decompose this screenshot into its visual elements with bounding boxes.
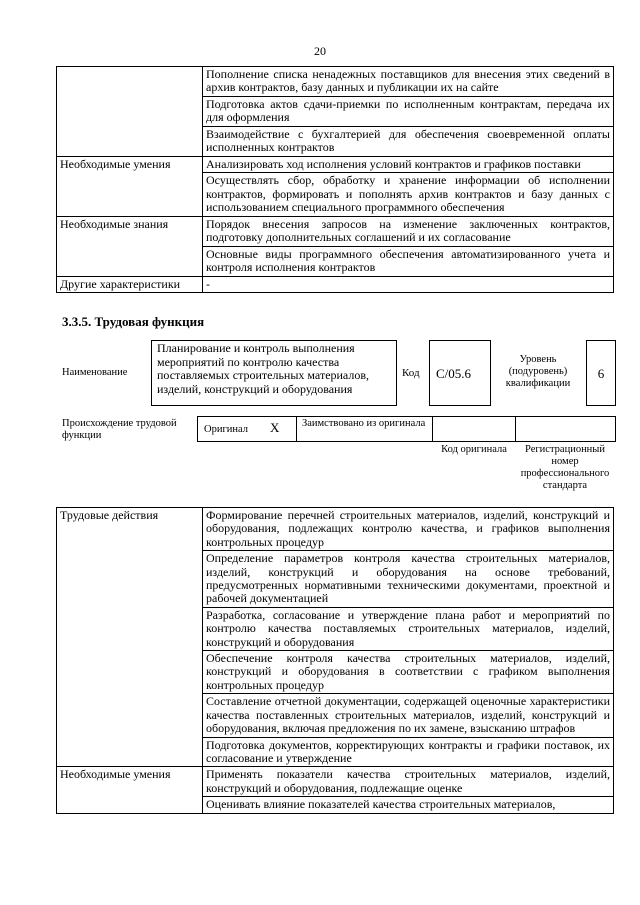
row-label: Другие характеристики [57, 276, 203, 292]
origin-reg-cell [515, 416, 616, 442]
origin-code-cell [432, 416, 516, 442]
code-caption: Код оригинала [441, 444, 507, 455]
table-cell: Пополнение списка ненадежных поставщиков для внесения этих сведений в архив контрактов, базу данных и публикации их на сайте [203, 67, 614, 97]
row-label [57, 67, 203, 157]
table-row [57, 216, 614, 246]
table-row [57, 157, 614, 173]
code-label: Код [402, 367, 420, 379]
section-title: 3.3.5. Трудовая функция [62, 314, 205, 329]
name-label: Наименование [62, 367, 128, 378]
table-cell: Применять показатели качества строительных материалов, изделий, конструкций и оборудования, подлежащие оценке [203, 767, 614, 797]
original-mark: X [270, 420, 280, 435]
table-cell: Формирование перечней строительных материалов, изделий, конструкций и оборудования, подлежащих контролю качества, и графиков выполнения контрольных процедур [203, 508, 614, 551]
origin-original-cell [197, 416, 297, 442]
page-number: 20 [314, 44, 326, 58]
row-label: Необходимые умения [57, 157, 203, 217]
row-label: Трудовые действия [57, 508, 203, 767]
row-label: Необходимые знания [57, 216, 203, 276]
table-cell: Порядок внесения запросов на изменение заключенных контрактов, подготовку дополнительных соглашений и их согласование [203, 216, 614, 246]
table-cell: Осуществлять сбор, обработку и хранение информации об исполнении контрактов, формировать и пополнять архив контрактов и базу данных с использованием специального программного обеспечения [203, 173, 614, 216]
table-cell: Анализировать ход исполнения условий контрактов и графиков поставки [203, 157, 614, 173]
origin-label: Происхождение трудовой функции [62, 418, 177, 441]
table-row [57, 508, 614, 551]
top-requirements-table [56, 66, 614, 293]
code-value-box: C/05.6 [429, 340, 491, 406]
table-row [57, 67, 614, 97]
table-cell: Взаимодействие с бухгалтерией для обеспечения своевременной оплаты исполненных контрактов [203, 127, 614, 157]
row-label: Необходимые умения [57, 767, 203, 814]
table-cell: Подготовка актов сдачи-приемки по исполненным контрактам, передача их для оформления [203, 97, 614, 127]
table-cell: Разработка, согласование и утверждение плана работ и мероприятий по контролю качества поставляемых строительных материалов, изделий, конструкций и оборудования [203, 607, 614, 650]
borrowed-label: Заимствовано из оригинала [302, 418, 426, 429]
labor-actions-table [56, 507, 614, 814]
table-cell: Оценивать влияние показателей качества строительных материалов, [203, 797, 614, 814]
original-label: Оригинал [204, 424, 248, 435]
table-cell: Обеспечение контроля качества строительных материалов, изделий, конструкций и оборудования в соответствии с графиком выполнения контрольных процедур [203, 651, 614, 694]
table-cell: Основные виды программного обеспечения автоматизированного учета и контроля исполнения контрактов [203, 246, 614, 276]
table-cell: Составление отчетной документации, содержащей оценочные характеристики качества поставленных строительных материалов, изделий, конструкций и оборудования, включая предложения по их замене, взысканию штрафов [203, 694, 614, 737]
origin-borrowed-cell [296, 416, 433, 442]
level-label: Уровень (подуровень) квалификации [505, 354, 571, 389]
function-name-box: Планирование и контроль выполнения мероприятий по контролю качества поставляемых строительных материалов, изделий, конструкций и оборудования [151, 340, 397, 406]
table-row [57, 767, 614, 797]
table-cell: Подготовка документов, корректирующих контракты и графики поставок, их согласование и утверждение [203, 737, 614, 767]
level-value-box: 6 [586, 340, 616, 406]
table-cell: - [203, 276, 614, 292]
table-row [57, 276, 614, 292]
reg-caption: Регистрационный номер профессионального стандарта [520, 444, 610, 491]
table-cell: Определение параметров контроля качества строительных материалов, изделий, конструкций и оборудования на основе требований, предусмотренных нормативными техническими документами, проектной и рабочей документацией [203, 551, 614, 608]
